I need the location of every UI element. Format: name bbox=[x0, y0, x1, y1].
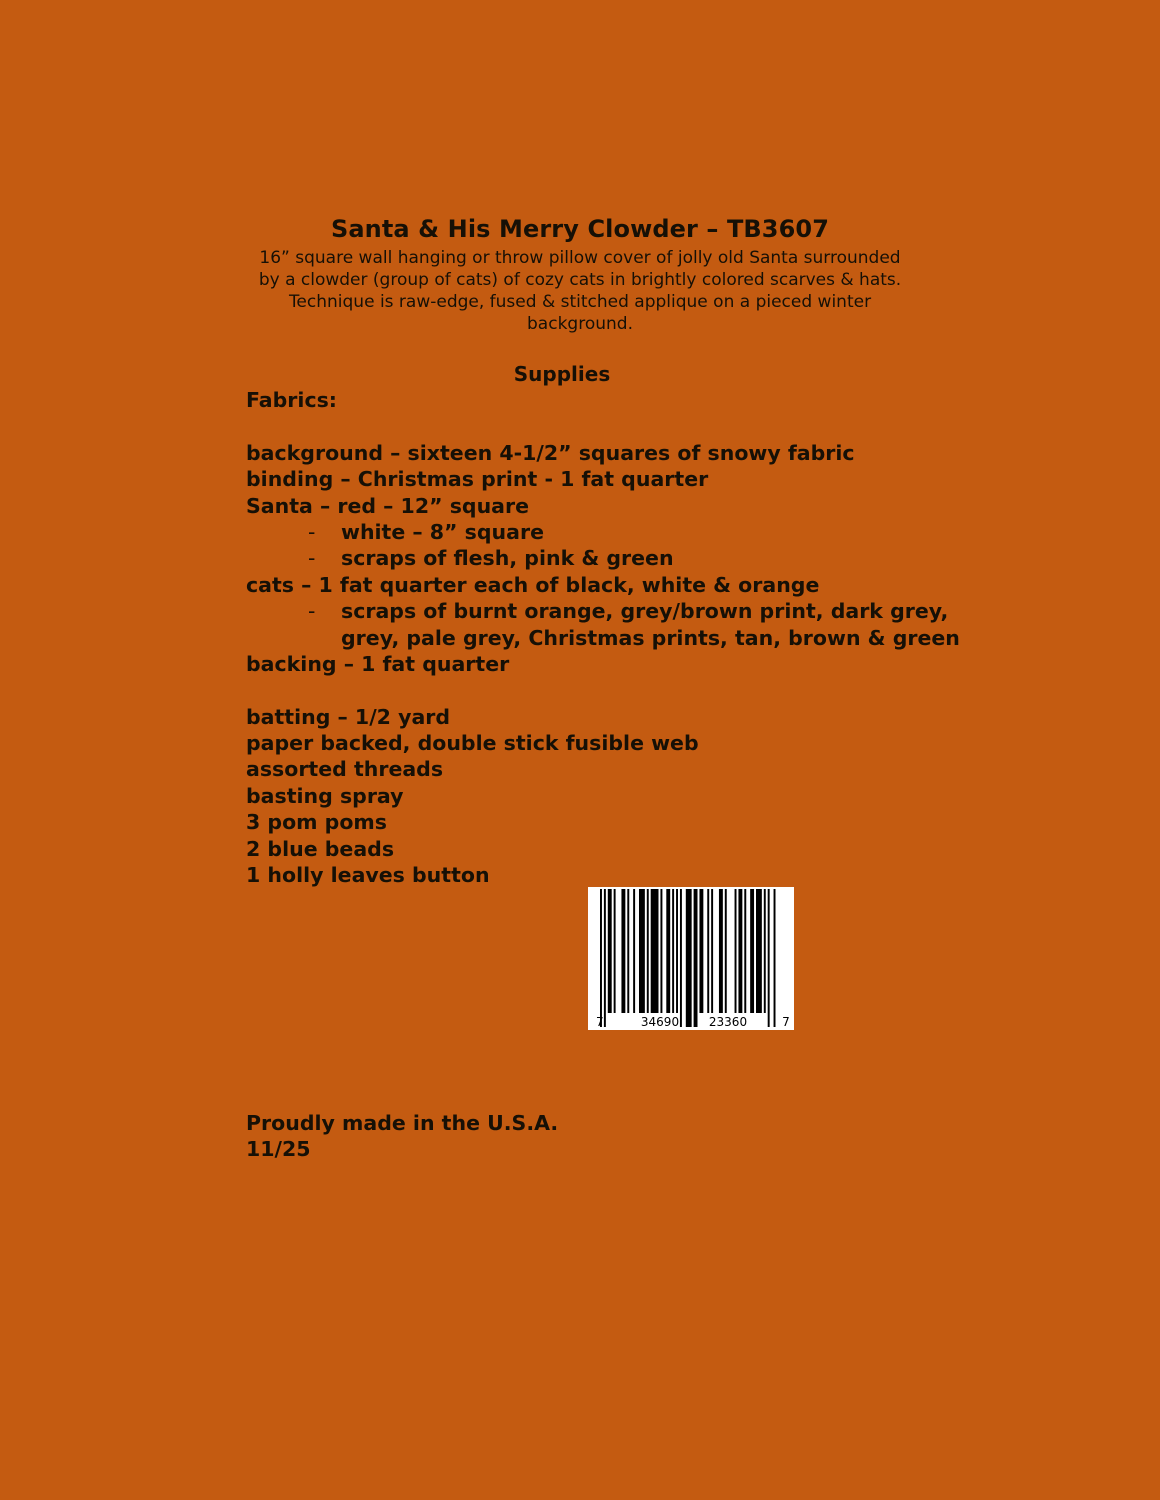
barcode-digits-group-1: 34690 bbox=[640, 1015, 680, 1029]
barcode-bar bbox=[660, 889, 662, 1013]
fabric-item-background: background – sixteen 4-1/2” squares of snowy fabric bbox=[246, 440, 855, 465]
fabric-item-backing: backing – 1 fat quarter bbox=[246, 651, 510, 676]
fabric-item-santa: Santa – red – 12” square bbox=[246, 493, 530, 518]
barcode-bar bbox=[774, 889, 776, 1027]
barcode-bar bbox=[686, 889, 692, 1027]
fabric-subitem-cats-scraps-continued bbox=[246, 625, 960, 651]
fabric-subitem-santa-scraps bbox=[246, 545, 946, 571]
list-dash: - bbox=[308, 599, 316, 624]
barcode-bar bbox=[711, 889, 713, 1013]
barcode-bar bbox=[756, 889, 762, 1013]
supply-item: basting spray bbox=[246, 783, 404, 808]
barcode-bar bbox=[647, 889, 649, 1013]
barcode-bar bbox=[600, 889, 602, 1027]
fabric-subitem-cats-scraps bbox=[246, 598, 949, 624]
supply-item: paper backed, double stick fusible web bbox=[246, 731, 699, 756]
made-in-usa: Proudly made in the U.S.A. bbox=[246, 1111, 559, 1135]
barcode-bars bbox=[600, 889, 776, 1027]
barcode-bar bbox=[699, 889, 703, 1013]
fabric-subitem-label: white – 8” square bbox=[341, 519, 544, 544]
barcode-bar bbox=[672, 889, 674, 1013]
description-line: Technique is raw-edge, fused & stitched applique on a pieced winter bbox=[288, 292, 872, 312]
pattern-description bbox=[240, 247, 920, 335]
supply-item: 1 holly leaves button bbox=[246, 863, 490, 888]
barcode-graphic bbox=[588, 887, 794, 1030]
barcode-bar bbox=[604, 889, 606, 1027]
barcode-bar bbox=[764, 889, 766, 1013]
barcode-bar bbox=[750, 889, 754, 1013]
barcode-digits-group-2: 23360 bbox=[708, 1015, 748, 1029]
barcode-bar bbox=[768, 889, 770, 1027]
supply-item: batting – 1/2 yard bbox=[246, 704, 451, 729]
barcode-bar bbox=[738, 889, 742, 1013]
description-line: background. bbox=[527, 314, 633, 334]
barcode-bar bbox=[725, 889, 727, 1013]
supplies-heading: Supplies bbox=[513, 362, 611, 386]
barcode-bar bbox=[651, 889, 659, 1013]
list-dash: - bbox=[308, 519, 316, 544]
barcode-bar bbox=[735, 889, 737, 1013]
barcode-digit-right: 7 bbox=[782, 1015, 790, 1029]
supplies-list bbox=[246, 387, 960, 888]
barcode-bar bbox=[719, 889, 723, 1013]
supply-item: 2 blue beads bbox=[246, 836, 395, 861]
barcode-bar bbox=[694, 889, 698, 1027]
barcode-bar bbox=[621, 889, 625, 1013]
barcode-bar bbox=[680, 889, 682, 1027]
supply-item: assorted threads bbox=[246, 757, 444, 782]
fabrics-label: Fabrics: bbox=[246, 388, 337, 412]
fabric-subitem-label: grey, pale grey, Christmas prints, tan, brown & green bbox=[341, 625, 960, 650]
barcode-bar bbox=[608, 889, 612, 1013]
barcode-bar bbox=[676, 889, 678, 1013]
fabric-item-binding: binding – Christmas print - 1 fat quarter bbox=[246, 467, 709, 492]
list-dash: - bbox=[308, 546, 316, 571]
fabric-subitem-label: scraps of burnt orange, grey/brown print, dark grey, bbox=[341, 599, 949, 624]
fabric-item-cats: cats – 1 fat quarter each of black, white & orange bbox=[246, 572, 820, 597]
fabric-subitem-santa-white bbox=[246, 519, 946, 545]
barcode-bar bbox=[707, 889, 709, 1013]
barcode-bar bbox=[639, 889, 645, 1013]
footer bbox=[246, 1110, 558, 1163]
description-line: 16” square wall hanging or throw pillow cover of jolly old Santa surrounded bbox=[259, 248, 901, 268]
barcode-bar bbox=[744, 889, 746, 1013]
description-line: by a clowder (group of cats) of cozy cats in brightly colored scarves & hats. bbox=[258, 270, 902, 290]
pattern-title: Santa & His Merry Clowder – TB3607 bbox=[330, 215, 830, 243]
barcode-bar bbox=[666, 889, 670, 1013]
supply-item: 3 pom poms bbox=[246, 810, 387, 835]
barcode-bar bbox=[614, 889, 616, 1013]
barcode-digit-left: 7 bbox=[596, 1015, 604, 1029]
fabric-subitem-label: scraps of flesh, pink & green bbox=[341, 546, 674, 571]
barcode-bar bbox=[627, 889, 629, 1013]
barcode-bar bbox=[633, 889, 635, 1013]
upc-barcode bbox=[588, 887, 794, 1030]
print-date: 11/25 bbox=[246, 1137, 311, 1162]
